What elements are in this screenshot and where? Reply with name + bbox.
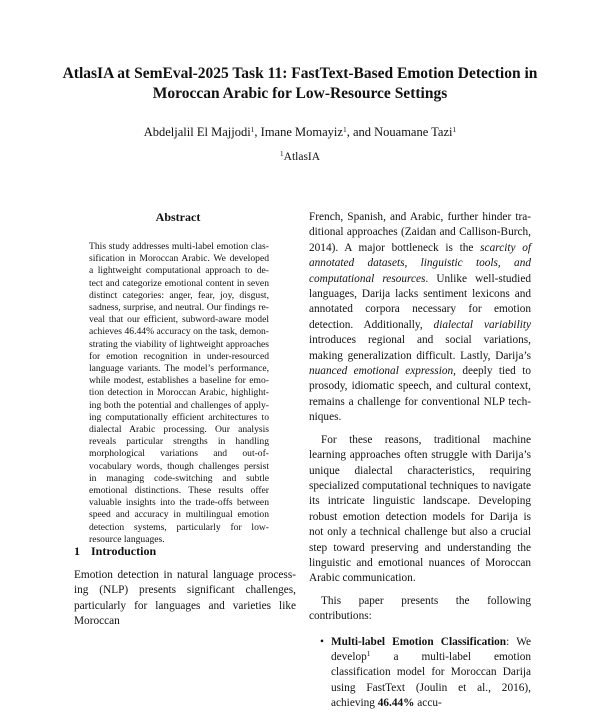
text-run: introduces regional and social variations, making generalization difficult. Lastly, Darija’s: [309, 334, 531, 362]
right-column: [309, 210, 531, 712]
contribution-item: [309, 635, 531, 712]
contribution-label: Multi-label Emotion Classification: [331, 635, 507, 648]
author-list: [40, 125, 560, 140]
affiliation-name: AtlasIA: [283, 151, 321, 163]
section-title: Introduction: [91, 544, 157, 558]
accuracy-value: 46.44%: [377, 697, 415, 710]
text-run: . Unlike well-studied languages, Darija lacks sentiment lexicons and annotated corpora necessary for emotion detection. Additionally,: [309, 272, 531, 331]
paragraph-reasons: For these reasons, traditional machine learning approaches often struggle with Darija’s unique dialectal characteristics, requiring specialized computational techniques to navigate its intricate linguistic landscape. Developing robust emotion detection models for Darija is not only a technical challenge but also a crucial step toward preserving and understanding the linguistic and emotional nuances of Moroccan Arabic communication.: [309, 433, 531, 585]
author-affiliation-mark: 1: [342, 125, 347, 134]
author-separator: , and: [346, 125, 375, 139]
emphasis-text: scarcity of annotated datasets, linguistic tools, and computational resources: [309, 241, 532, 285]
text-run: a multi-label emotion classification model for Moroccan Darija using FastText (Joulin et al., 2016), achieving: [331, 650, 531, 710]
affiliation-mark: 1: [279, 149, 284, 158]
text-run: accu-: [414, 697, 442, 710]
bullet-icon: •: [320, 635, 324, 648]
footnote-mark: 1: [366, 648, 371, 658]
paragraph-challenges: [309, 210, 531, 426]
abstract-heading: Abstract: [155, 210, 201, 224]
author-affiliation-mark: 1: [452, 125, 457, 134]
author-separator: ,: [254, 125, 261, 139]
text-run: French, Spanish, and Arabic, further hinder traditional approaches (Zaidan and Callison-Burch, 2014). A major bottleneck is the: [309, 211, 531, 254]
introduction-paragraph: Emotion detection in natural language processing (NLP) presents significant challenges, particularly for languages and varieties like Moroccan: [74, 569, 296, 628]
author-affiliation-mark: 1: [250, 125, 255, 134]
text-run: , deeply tied to prosody, idiomatic speech, and cultural context, remains a challenge for conventional NLP techniques.: [309, 365, 531, 424]
author-name: Abdeljalil El Majjodi: [143, 125, 251, 139]
paper-title: [40, 64, 560, 104]
affiliation: [40, 151, 560, 163]
title-line-2: Moroccan Arabic for Low-Resource Settings: [152, 85, 448, 102]
paragraph-contributions-intro: This paper presents the following contributions:: [309, 594, 531, 623]
contribution-list: [309, 635, 531, 712]
author-name: Imane Momayiz: [260, 125, 343, 139]
emphasis-text: dialectal variability: [433, 318, 532, 331]
emphasis-text: nuanced emotional expression: [309, 365, 454, 378]
author-name: Nouamane Tazi: [374, 125, 453, 139]
text-run: : We develop: [331, 635, 531, 663]
title-line-1: AtlasIA at SemEval-2025 Task 11: FastText-Based Emotion Detection in: [62, 65, 538, 82]
section-number: 1: [74, 544, 80, 558]
section-heading-introduction: [74, 544, 156, 559]
abstract-text: This study addresses multi-label emotion classification in Moroccan Arabic. We developed a lightweight computational approach to detect and categorize emotional content in seven distinct categories: anger, fear, joy, disgust, sadness, surprise, and neutral. Our findings reveal that our efficient, subword-aware model achieves 46.44% accuracy on the task, demonstrating the viability of lightweight approaches for emotion recognition in under-resourced language variants. The model’s performance, while modest, establishes a baseline for emotion detection in Moroccan Arabic, highlighting both the potential and challenges of applying computationally efficient architectures to dialectal Arabic processing. Our analysis reveals particular strengths in handling morphological variations and out-of-vocabulary words, though challenges persist in managing code-switching and subtle emotional distinctions. These results offer valuable insights into the trade-offs between speed and accuracy in multilingual emotion detection systems, particularly for low-resource languages.: [89, 241, 269, 545]
